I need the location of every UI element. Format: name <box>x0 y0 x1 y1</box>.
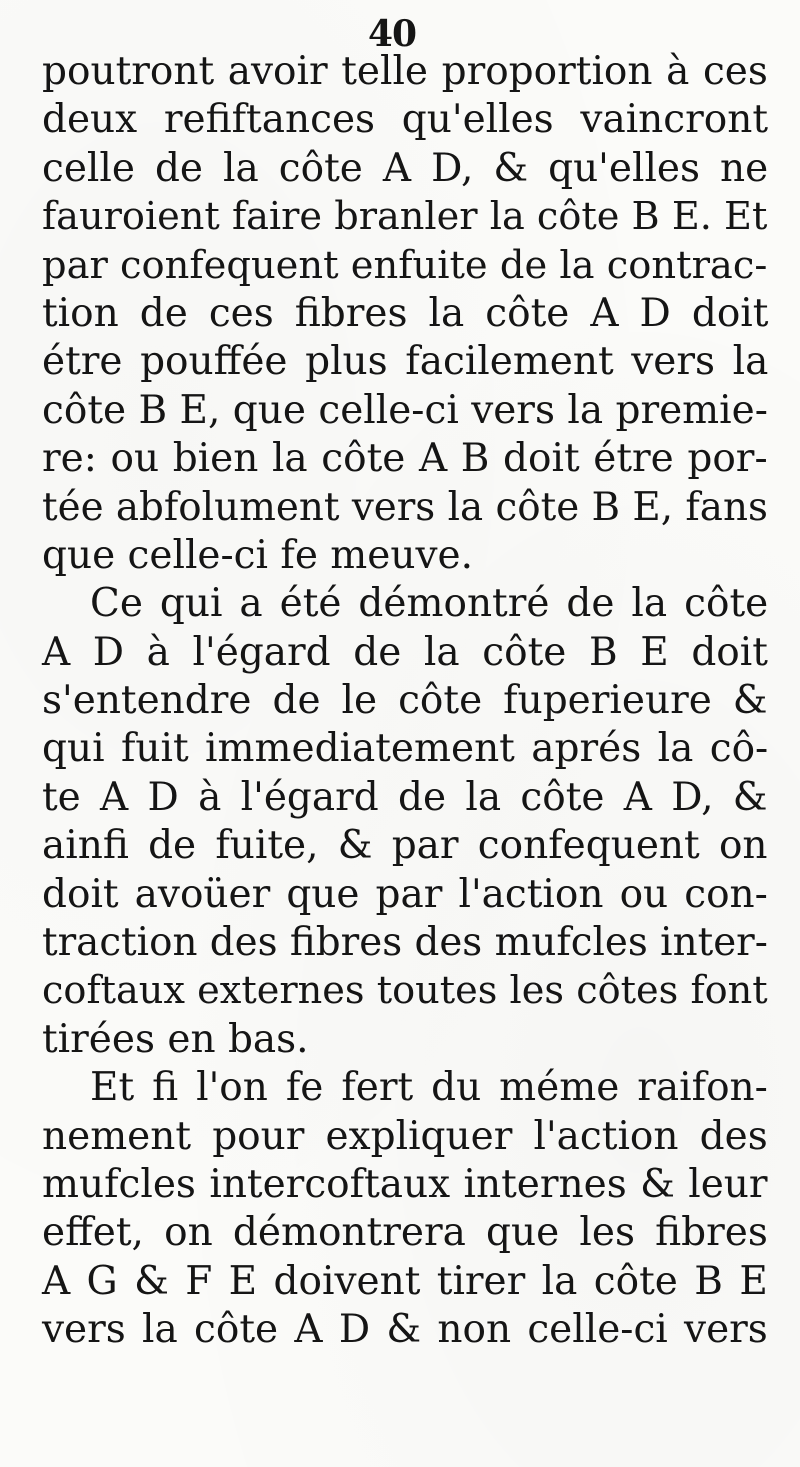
text-line: effet, on démontrera que les fibres <box>42 1210 768 1256</box>
text-line: doit avoüer que par l'action ou con- <box>42 871 768 917</box>
text-line: coftaux externes toutes les côtes font <box>42 968 768 1014</box>
text-line: poutront avoir telle proportion à ces <box>42 49 768 94</box>
text-line: re: ou bien la côte A B doit étre por- <box>42 436 768 482</box>
text-line: par confequent enfuite de la contrac- <box>42 242 768 288</box>
text-line: celle de la côte A D, & qu'elles ne <box>42 145 769 191</box>
text-line: te A D à l'égard de la côte A D, & <box>42 774 768 820</box>
text-line: vers la côte A D & non celle-ci vers <box>42 1307 768 1353</box>
text-line: deux refiftances qu'elles vaincront <box>42 97 769 143</box>
text-line: côte B E, que celle-ci vers la premie- <box>42 387 768 433</box>
text-line: A D à l'égard de la côte B E doit <box>42 629 768 675</box>
text-line: s'entendre de le côte fuperieure & <box>42 678 768 724</box>
text-line: tirées en bas. <box>42 1016 309 1062</box>
text-line: tion de ces fibres la côte A D doit <box>42 290 769 336</box>
text-line: nement pour expliquer l'action des <box>42 1113 768 1159</box>
text-line: tée abfolument vers la côte B E, fans <box>42 484 768 530</box>
page-number: 40 <box>368 13 417 55</box>
text-line: A G & F E doivent tirer la côte B E <box>42 1258 768 1304</box>
text-line: Ce qui a été démontré de la côte <box>90 581 769 627</box>
text-line: ainfi de fuite, & par confequent on <box>42 823 768 869</box>
text-line: traction des fibres des mufcles inter- <box>42 920 768 966</box>
text-line: étre pouffée plus facilement vers la <box>42 339 769 385</box>
text-line: Et fi l'on fe fert du méme raifon- <box>90 1065 768 1111</box>
text-line: fauroient faire branler la côte B E. Et <box>42 194 768 240</box>
text-line: qui fuit immediatement aprés la cô- <box>42 726 769 772</box>
text-line: que celle-ci fe meuve. <box>42 532 473 578</box>
text-line: mufcles intercoftaux internes & leur <box>42 1161 768 1207</box>
body-text <box>42 48 768 1355</box>
